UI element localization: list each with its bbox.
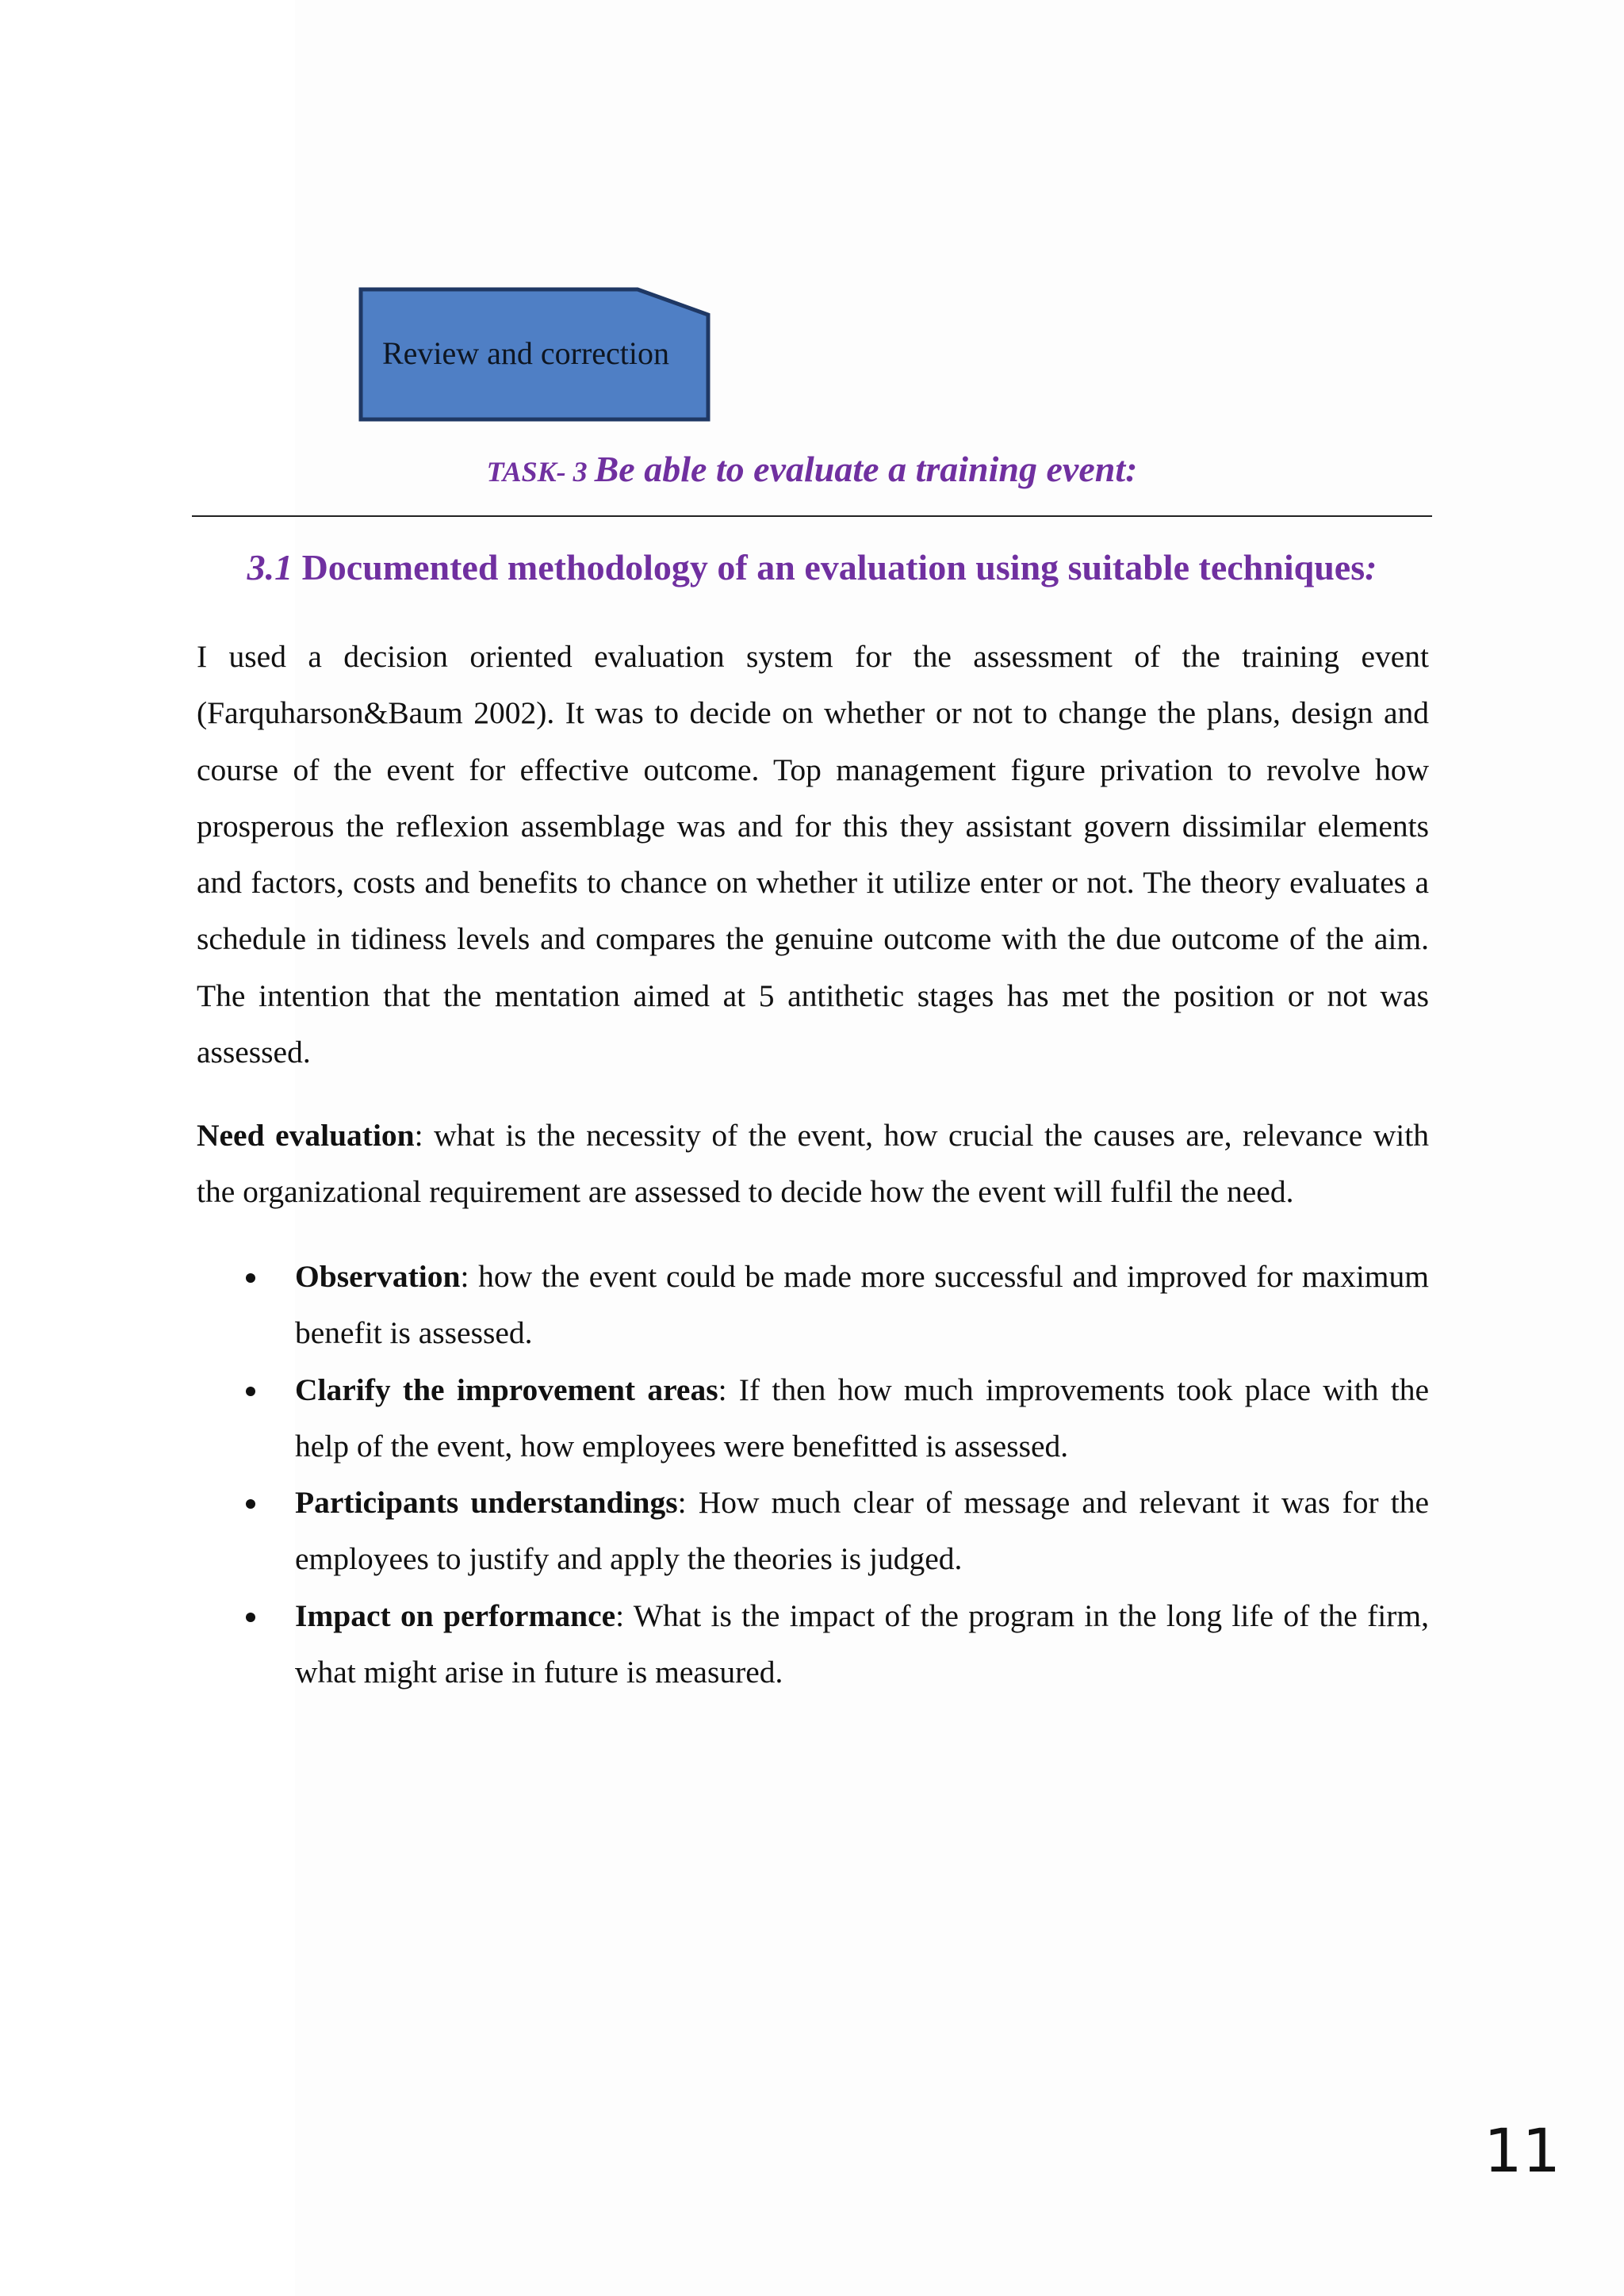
bullet-text: : What is the impact of the program in the long life of the firm, what might arise in future is measured. [295,1598,1429,1690]
body-paragraph-methodology: I used a decision oriented evaluation system for the assessment of the training event (Farquharson&Baum 2002). It was to decide on whether or not to change the plans, design and course of the event for effective outcome. Top management figure privation to revolve how prosperous the reflexion assemblage was and for this they assistant govern dissimilar elements and factors, costs and benefits to chance on whether it utilize enter or not. The theory evaluates a schedule in tidiness levels and compares the genuine outcome with the due outcome of the aim. The intention that the mentation aimed at 5 antithetic stages has met the position or not was assessed. [197,639,1429,1070]
section-number: 3.1 [247,547,302,587]
bullet-dot-icon [246,1273,255,1283]
bullet-impact-on-performance [197,1588,1429,1701]
flowchart-box-label: Review and correction [381,335,670,371]
bullet-dot-icon [246,1499,255,1509]
task-heading [190,446,1434,496]
bullet-dot-icon [246,1613,255,1622]
task-heading-text: Be able to evaluate a training event: [594,449,1138,489]
bullet-text: : If then how much improvements took place with the help of the event, how employees were benefitted is assessed. [295,1372,1429,1464]
section-colon: : [1365,547,1377,587]
evaluation-bullet-list [197,1249,1429,1701]
need-evaluation-term: Need evaluation [197,1118,415,1153]
bullet-text: : how the event could be made more successful and improved for maximum benefit is assessed. [295,1259,1429,1351]
section-title: Documented methodology of an evaluation using suitable techniques [301,547,1365,587]
page-number: 11 [1484,2115,1561,2186]
bullet-term: Impact on performance [295,1598,616,1633]
bullet-participants-understandings [197,1475,1429,1588]
bullet-improvement-areas [197,1362,1429,1475]
bullet-term: Participants understandings [295,1485,678,1521]
need-evaluation-text: : what is the necessity of the event, how crucial the causes are, relevance with the organizational requirement are assessed to decide how the event will fulfil the need. [197,1118,1429,1210]
body-paragraph-need-evaluation [197,1108,1429,1221]
bullet-term: Observation [295,1259,461,1294]
section-heading [190,542,1434,593]
bullet-term: Clarify the improvement areas [295,1372,718,1407]
bullet-text: : How much clear of message and relevant it was for the employees to justify and apply the theories is judged. [295,1485,1429,1577]
bullet-dot-icon [246,1387,255,1396]
task-heading-prefix: TASK- 3 [486,456,595,488]
flowchart-box-review [358,287,712,422]
heading-divider [192,515,1432,517]
bullet-observation [197,1249,1429,1362]
